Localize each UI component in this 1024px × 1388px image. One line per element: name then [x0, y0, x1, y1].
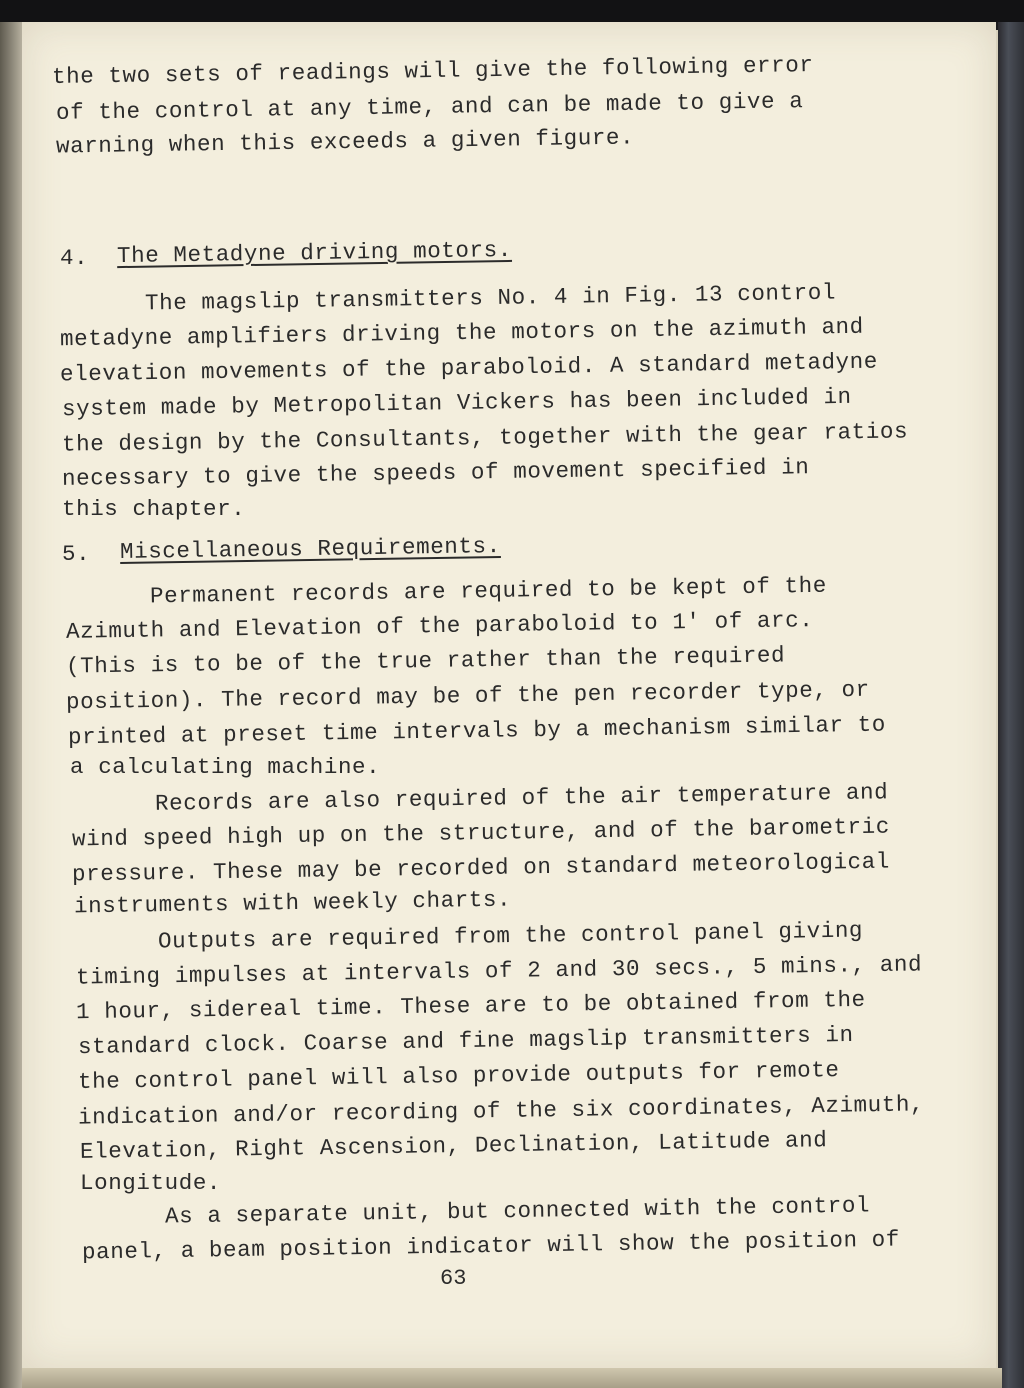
text-line: As a separate unit, but connected with the control: [164, 1192, 871, 1230]
text-line: timing impulses at intervals of 2 and 30 secs., 5 mins., and: [75, 951, 923, 991]
text-line: printed at preset time intervals by a mechanism similar to: [67, 711, 887, 751]
text-line: the control panel will also provide outputs for remote: [77, 1057, 840, 1095]
text-line: (This is to be of the true rather than the required: [65, 642, 786, 680]
section-heading: The Metadyne driving motors.: [116, 236, 513, 270]
text-line: wind speed high up on the structure, and of the barometric: [71, 813, 891, 853]
text-line: The magslip transmitters No. 4 in Fig. 13 control: [144, 279, 837, 317]
text-line: elevation movements of the paraboloid. A standard metadyne: [59, 348, 879, 388]
text-line: instruments with weekly charts.: [73, 886, 512, 920]
text-line: metadyne amplifiers driving the motors on the azimuth and: [59, 313, 864, 353]
book-cover-edge: [998, 22, 1024, 1388]
text-line: necessary to give the speeds of movement specified in: [61, 454, 810, 492]
text-line: position). The record may be of the pen recorder type, or: [65, 676, 870, 716]
text-line: Permanent records are required to be kept of the: [149, 572, 828, 610]
text-line: Outputs are required from the control panel giving: [157, 917, 864, 955]
text-line: Records are also required of the air temperature and: [154, 779, 889, 817]
text-line: Azimuth and Elevation of the paraboloid to 1′ of arc.: [65, 607, 814, 645]
text-line: warning when this exceeds a given figure.: [55, 124, 635, 160]
text-line: Elevation, Right Ascension, Declination, Latitude and: [79, 1127, 828, 1165]
text-line: the design by the Consultants, together with the gear ratios: [61, 418, 909, 458]
text-line: the two sets of readings will give the following error: [51, 52, 814, 90]
page-number: 63: [440, 1266, 467, 1291]
text-line: Longitude.: [80, 1170, 222, 1196]
text-line: pressure. These may be recorded on standard meteorological: [71, 848, 891, 888]
book-binding: [0, 22, 22, 1388]
section-heading: Miscellaneous Requirements.: [119, 533, 501, 565]
text-line: panel, a beam position indicator will show the position of: [81, 1226, 901, 1266]
text-line: a calculating machine.: [70, 754, 381, 780]
section-number: 5.: [62, 541, 91, 567]
section-number: 4.: [60, 245, 89, 271]
text-line: standard clock. Coarse and fine magslip transmitters in: [77, 1021, 854, 1061]
page-stack-edge: [22, 1368, 1002, 1388]
text-line: of the control at any time, and can be made to give a: [55, 88, 804, 126]
text-line: indication and/or recording of the six coordinates, Azimuth,: [77, 1091, 925, 1131]
scan-top-border: [0, 0, 1024, 22]
text-line: 1 hour, sidereal time. These are to be obtained from the: [75, 986, 866, 1026]
text-line: system made by Metropolitan Vickers has been included in: [61, 383, 852, 423]
text-line: this chapter.: [62, 496, 246, 522]
